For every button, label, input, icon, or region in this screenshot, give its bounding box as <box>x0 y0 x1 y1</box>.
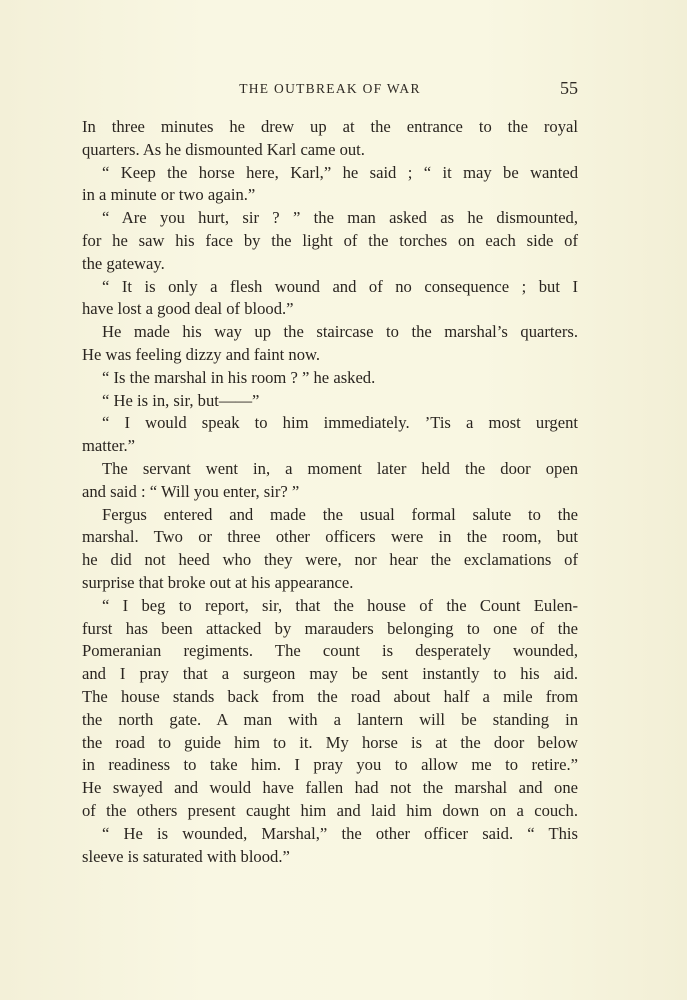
text-line: in a minute or two again.” <box>82 185 256 205</box>
text-line: the road to guide him to it. My horse is at the door below <box>82 732 578 752</box>
page-number: 55 <box>560 78 578 98</box>
text-line: “ He is wounded, Marshal,” the other officer said. “ This <box>102 823 578 843</box>
text-line: quarters. As he dismounted Karl came out. <box>82 139 365 159</box>
text-line: Pomeranian regiments. The count is desperately wounded, <box>82 641 578 661</box>
text-line: The servant went in, a moment later held the door open <box>102 458 578 478</box>
text-line: and said : “ Will you enter, sir? ” <box>82 481 300 501</box>
text-line: “ It is only a flesh wound and of no consequence ; but I <box>102 276 578 296</box>
text-line: the north gate. A man with a lantern will be standing in <box>82 709 578 729</box>
text-line: “ He is in, sir, but——” <box>102 390 260 410</box>
text-line: He was feeling dizzy and faint now. <box>82 344 321 364</box>
text-line: “ Is the marshal in his room ? ” he asked. <box>102 367 376 387</box>
text-line: in readiness to take him. I pray you to allow me to retire.” <box>82 755 578 775</box>
text-line: sleeve is saturated with blood.” <box>82 846 290 866</box>
running-head <box>82 78 578 102</box>
text-line: and I pray that a surgeon may be sent instantly to his aid. <box>82 664 578 684</box>
running-title: THE OUTBREAK OF WAR <box>239 81 421 96</box>
text-line: he did not heed who they were, nor hear the exclamations of <box>82 550 578 570</box>
text-line: In three minutes he drew up at the entrance to the royal <box>82 117 578 136</box>
text-line: Fergus entered and made the usual formal salute to the <box>102 504 578 524</box>
text-line: marshal. Two or three other officers were in the room, but <box>82 527 578 547</box>
text-line: “ I beg to report, sir, that the house of the Count Eulen- <box>102 595 578 615</box>
text-line: “ I would speak to him immediately. ’Tis a most urgent <box>102 413 578 433</box>
text-line: matter.” <box>82 436 135 456</box>
text-line: furst has been attacked by marauders belonging to one of the <box>82 618 578 638</box>
text-line: for he saw his face by the light of the torches on each side of <box>82 230 578 250</box>
text-line: He made his way up the staircase to the marshal’s quarters. <box>102 322 578 342</box>
text-line: the gateway. <box>82 253 165 273</box>
text-line: “ Keep the horse here, Karl,” he said ; “ it may be wanted <box>102 162 578 182</box>
text-line: “ Are you hurt, sir ? ” the man asked as he dismounted, <box>102 208 578 228</box>
text-line: have lost a good deal of blood.” <box>82 299 294 319</box>
text-line: of the others present caught him and laid him down on a couch. <box>82 800 578 820</box>
text-line: The house stands back from the road about half a mile from <box>82 686 578 706</box>
text-line: surprise that broke out at his appearance. <box>82 572 354 592</box>
text-line: He swayed and would have fallen had not the marshal and one <box>82 778 578 798</box>
body-text <box>82 116 578 868</box>
